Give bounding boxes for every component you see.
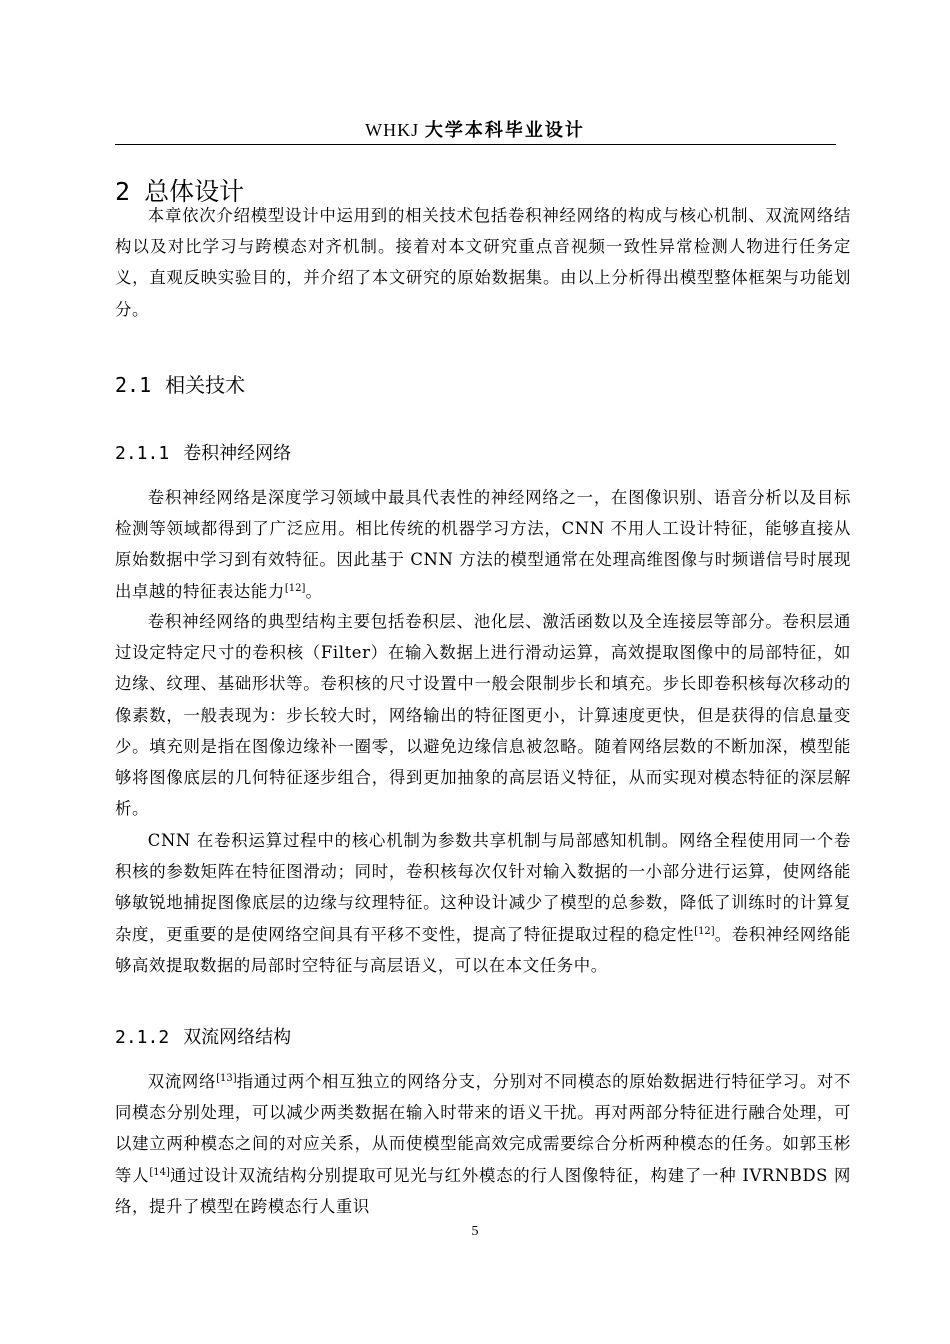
- header-latin-text: WHKJ: [365, 120, 420, 140]
- chapter-number: 2: [115, 177, 131, 206]
- cnn-paragraph-1: 卷积神经网络是深度学习领域中最具代表性的神经网络之一，在图像识别、语音分析以及目标检测等领域都得到了广泛应用。相比传统的机器学习方法，CNN 不用人工设计特征，能够直接从原始数据中学习到有效特征。因此基于 CNN 方法的模型通常在处理高维图像与时频谱信号时展现出卓越的特征表达能力[12]。: [115, 488, 851, 601]
- subsection-heading-cnn: [115, 440, 291, 468]
- citation: [12]: [284, 582, 306, 594]
- chapter-intro-paragraph: 本章依次介绍模型设计中运用到的相关技术包括卷积神经网络的构成与核心机制、双流网络结构以及对比学习与跨模态对齐机制。接着对本文研究重点音视频一致性异常检测人物进行任务定义，直观反映实验目的，并介绍了本文研究的原始数据集。由以上分析得出模型整体框架与功能划分。: [115, 206, 851, 319]
- running-header: [115, 116, 835, 146]
- subsection-title: 卷积神经网络: [183, 443, 292, 464]
- cnn-paragraph-2: 卷积神经网络的典型结构主要包括卷积层、池化层、激活函数以及全连接层等部分。卷积层通过设定特定尺寸的卷积核（Filter）在输入数据上进行滑动运算，高效提取图像中的局部特征，如边缘、纹理、基础形状等。卷积核的尺寸设置中一般会限制步长和填充。步长即卷积核每次移动的像素数，一般表现为：步长较大时，网络输出的特征图更小，计算速度更快，但是获得的信息量变少。填充则是指在图像边缘补一圈零，以避免边缘信息被忽略。随着网络层数的不断加深，模型能够将图像底层的几何特征逐步组合，得到更加抽象的高层语义特征，从而实现对模态特征的深层解析。: [115, 612, 851, 819]
- page-number: 5: [471, 1224, 479, 1239]
- subsection-title: 双流网络结构: [183, 1027, 292, 1048]
- section-number: 2.1: [115, 373, 152, 397]
- subsection-number: 2.1.2: [115, 1027, 170, 1048]
- section-title: 相关技术: [165, 373, 246, 397]
- citation: [14]: [149, 1166, 170, 1178]
- section-heading: [115, 370, 245, 400]
- citation: [12]: [694, 925, 715, 937]
- subsection-number: 2.1.1: [115, 443, 170, 464]
- subsection-heading-two-stream: [115, 1024, 291, 1052]
- two-stream-paragraph: 双流网络[13]指通过两个相互独立的网络分支，分别对不同模态的原始数据进行特征学习。对不同模态分别处理，可以减少两类数据在输入时带来的语义干扰。再对两部分特征进行融合处理，可以建立两种模态之间的对应关系，从而使模型能高效完成需要综合分析两种模态的任务。如郭玉彬等人[14]通过设计双流结构分别提取可见光与红外模态的行人图像特征，构建了一种 IVRNBDS 网络，提升了模型在跨模态行人重识: [115, 1072, 851, 1216]
- citation: [13]: [216, 1073, 237, 1084]
- header-rule: [115, 144, 836, 145]
- cnn-paragraph-3: CNN 在卷积运算过程中的核心机制为参数共享机制与局部感知机制。网络全程使用同一个卷积核的参数矩阵在特征图滑动；同时，卷积核每次仅针对输入数据的一小部分进行运算，使网络能够敏锐地捕捉图像底层的边缘与纹理特征。这种设计减少了模型的总参数，降低了训练时的计算复杂度，更重要的是使网络空间具有平移不变性，提高了特征提取过程的稳定性[12]。卷积神经网络能够高效提取数据的局部时空特征与高层语义，可以在本文任务中。: [115, 831, 851, 975]
- chapter-title: 总体设计: [144, 177, 245, 206]
- header-university-text: 大学本科毕业设计: [424, 120, 585, 141]
